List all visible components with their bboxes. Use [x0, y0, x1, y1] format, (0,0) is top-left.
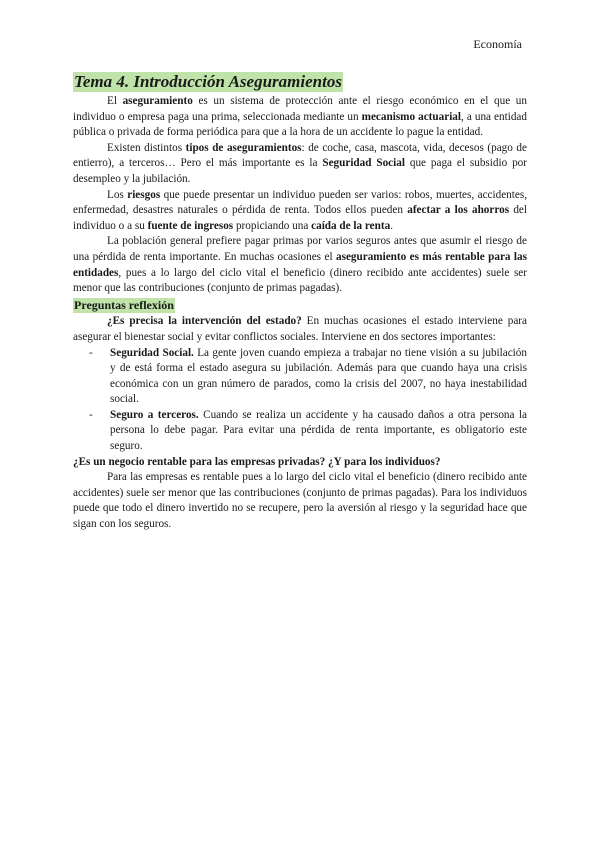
sector-list — [73, 346, 527, 455]
section-heading: Preguntas reflexión — [74, 297, 174, 312]
list-item: - Seguridad Social. La gente joven cuando empieza a trabajar no tiene visión a su jubilación y de está forma el estado asegura su jubilación. Además para que cuando haya una crisis económica con un gran número de parados, como la crisis del 2007, no haya inestabilidad social. — [89, 346, 527, 406]
question-rentable: ¿Es un negocio rentable para las empresas privadas? ¿Y para los individuos? — [73, 455, 441, 468]
answer-rentable: Para las empresas es rentable pues a lo largo del ciclo vital el beneficio (dinero recibido ante accidentes) suele ser menor que las contribuciones (conjunto de primas pagadas). Para los individuos puede que todo el dinero invertido no se recupere, pero la aversión al riesgo y la seguridad hace que sigan con los seguros. — [73, 471, 527, 531]
paragraph-poblacion: La población general prefiere pagar primas por varios seguros antes que asumir el riesgo de una pérdida de renta importante. En muchas ocasiones el aseguramiento es más rentable para las entidades, pues a lo largo del ciclo vital el beneficio (dinero recibido ante accidentes) suele ser menor que las contribuciones (conjunto de primas pagadas). — [73, 235, 527, 295]
paragraph-aseguramiento: El aseguramiento es un sistema de protección ante el riesgo económico en el que un individuo o empresa paga una prima, seleccionada mediante un mecanismo actuarial, a una entidad pública o privada de forma periódica para que a la hora de un accidente lo pague la entidad. — [73, 95, 527, 139]
page-header-subject: Economía — [473, 37, 522, 51]
paragraph-riesgos: Los riesgos que puede presentar un individuo pueden ser varios: robos, muertes, accidentes, enfermedad, desastres naturales o pérdida de renta. Todos ellos pueden afectar a los ahorros del individuo o a su fuente de ingresos propiciando una caída de la renta. — [73, 188, 528, 232]
question-estado: ¿Es precisa la intervención del estado? En muchas ocasiones el estado interviene para asegurar el bienestar social y evitar conflictos sociales. Interviene en dos sectores importantes: — [73, 315, 527, 343]
page-title: Tema 4. Introducción Aseguramientos — [74, 72, 342, 91]
paragraph-tipos: Existen distintos tipos de aseguramientos: de coche, casa, mascota, vida, decesos (pago de entierro), a terceros… Pero el más importante es la Seguridad Social que paga el subsidio por desempleo y la jubilación. — [73, 141, 527, 185]
document-body — [73, 72, 527, 533]
list-item: - Seguro a terceros. Cuando se realiza un accidente y ha causado daños a otra persona la persona lo debe pagar. Para evitar una pérdida de renta importante, es obligatorio este seguro. — [89, 408, 527, 453]
